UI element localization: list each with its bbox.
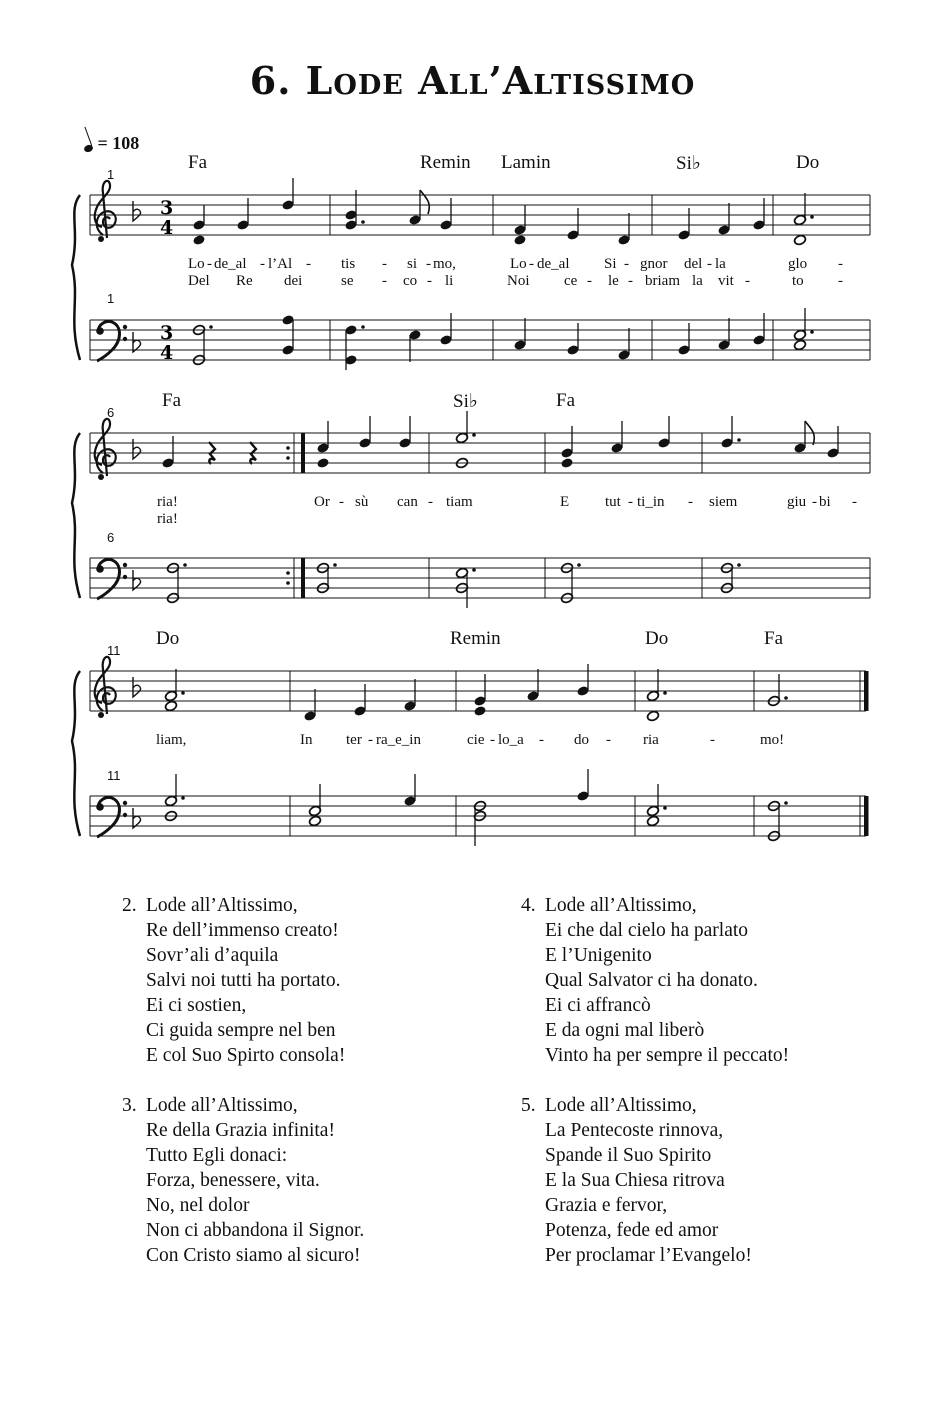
lyric-syllable: del: [684, 256, 703, 272]
verse-line: Spande il Suo Spirito: [545, 1145, 712, 1166]
lyric-syllable: le: [608, 273, 619, 289]
verse-line: Sovr’ali d’aquila: [146, 945, 279, 966]
lyric-syllable: dei: [284, 273, 303, 289]
verse-number: 4.: [521, 895, 536, 916]
lyric-syllable: Del: [188, 273, 210, 289]
chord: Lamin: [501, 152, 551, 173]
lyric-syllable: Lo: [188, 256, 205, 272]
lyric-syllable: la: [715, 256, 726, 272]
verse-line: La Pentecoste rinnova,: [545, 1120, 724, 1141]
verse-line: E l’Unigenito: [545, 945, 652, 966]
verse-line: E da ogni mal liberò: [545, 1020, 705, 1041]
verse-line: Lode all’Altissimo,: [545, 895, 697, 916]
lyric-syllable: In: [300, 732, 313, 748]
lyric-hyphen: -: [852, 494, 857, 510]
lyric-syllable: si: [407, 256, 418, 272]
measure-number: 11: [107, 643, 121, 658]
lyric-hyphen: -: [710, 732, 715, 748]
svg-text:3: 3: [160, 197, 174, 219]
verse-line: Grazia e fervor,: [545, 1195, 668, 1216]
lyric-syllable: can: [397, 494, 418, 510]
lyric-syllable: bi: [819, 494, 831, 510]
lyric-syllable: co: [403, 273, 418, 289]
chord: Do: [796, 152, 820, 173]
lyric-hyphen: -: [707, 256, 712, 272]
lyric-hyphen: -: [529, 256, 534, 272]
lyric-syllable: Re: [236, 273, 253, 289]
lyric-hyphen: -: [339, 494, 344, 510]
lyric-syllable: cie: [467, 732, 485, 748]
chord: Do: [645, 628, 669, 649]
lyric-syllable: lo_a: [498, 732, 524, 748]
chord: Si♭: [453, 391, 478, 412]
verse-2: [122, 893, 345, 1068]
lyric-hyphen: -: [260, 256, 265, 272]
lyric-syllable: to: [792, 273, 804, 289]
lyric-hyphen: -: [628, 273, 633, 289]
lyric-syllable: liam,: [156, 732, 187, 748]
chord: Fa: [162, 390, 181, 411]
lyric-syllable: Si: [604, 256, 617, 272]
lyric-syllable: mo!: [760, 732, 785, 748]
lyric-syllable: ria!: [157, 494, 178, 510]
system-1: [72, 178, 870, 370]
verse-5: [521, 1093, 752, 1268]
verse-line: No, nel dolor: [146, 1195, 250, 1216]
lyric-hyphen: -: [382, 256, 387, 272]
verse-line: Non ci abbandona il Signor.: [146, 1220, 365, 1241]
lyric-hyphen: -: [624, 256, 629, 272]
verse-line: Lode all’Altissimo,: [545, 1095, 697, 1116]
lyric-syllable: ria: [643, 732, 659, 748]
lyric-hyphen: -: [490, 732, 495, 748]
lyric-hyphen: -: [428, 494, 433, 510]
lyric-syllable: tis: [341, 256, 356, 272]
verse-number: 5.: [521, 1095, 536, 1116]
verse-line: Tutto Egli donaci:: [146, 1145, 288, 1166]
svg-text:4: 4: [160, 342, 174, 364]
lyric-syllable: l’Al: [268, 256, 293, 272]
lyric-hyphen: -: [628, 494, 633, 510]
lyric-hyphen: -: [812, 494, 817, 510]
lyric-hyphen: -: [306, 256, 311, 272]
verse-3: [122, 1093, 364, 1268]
verse-line: Ei ci affrancò: [545, 995, 651, 1016]
lyric-syllable: ter: [346, 732, 362, 748]
verse-line: Lode all’Altissimo,: [146, 1095, 298, 1116]
lyric-syllable: siem: [709, 494, 738, 510]
lyric-syllable: la: [692, 273, 703, 289]
lyric-syllable: Or: [314, 494, 330, 510]
chord: Fa: [764, 628, 783, 649]
chord: Fa: [188, 152, 207, 173]
verse-line: Vinto ha per sempre il peccato!: [545, 1045, 790, 1066]
chord: Do: [156, 628, 180, 649]
measure-number: 6: [107, 530, 115, 545]
measure-number: 1: [107, 167, 115, 182]
chord: Fa: [556, 390, 575, 411]
chord: Si♭: [676, 153, 701, 174]
lyric-syllable: se: [341, 273, 354, 289]
lyric-syllable: glo: [788, 256, 808, 272]
lyric-syllable: giu: [787, 494, 807, 510]
lyric-syllable: Lo: [510, 256, 527, 272]
verse-line: Ei che dal cielo ha parlato: [545, 920, 749, 941]
verse-line: E col Suo Spirto consola!: [146, 1045, 346, 1066]
system-2: [72, 411, 870, 608]
lyric-syllable: ti_in: [637, 494, 665, 510]
lyric-hyphen: -: [587, 273, 592, 289]
lyric-hyphen: -: [688, 494, 693, 510]
svg-text:4: 4: [160, 217, 174, 239]
verse-line: Forza, benessere, vita.: [146, 1170, 320, 1191]
lyric-hyphen: -: [207, 256, 212, 272]
verse-4: [521, 893, 789, 1068]
verse-line: Salvi noi tutti ha portato.: [146, 970, 341, 991]
tempo-value: = 108: [97, 133, 140, 153]
lyric-syllable: vit: [718, 273, 734, 289]
lyric-hyphen: -: [427, 273, 432, 289]
lyric-syllable: Noi: [507, 273, 530, 289]
lyric-syllable: gnor: [640, 256, 668, 272]
lyric-syllable: de_al: [214, 256, 247, 272]
verse-line: Ci guida sempre nel ben: [146, 1020, 336, 1041]
verse-line: Re della Grazia infinita!: [146, 1120, 335, 1141]
lyric-hyphen: -: [838, 273, 843, 289]
verse-line: Ei ci sostien,: [146, 995, 247, 1016]
lyric-syllable: E: [560, 494, 570, 510]
lyric-syllable: do: [574, 732, 589, 748]
lyric-hyphen: -: [745, 273, 750, 289]
measure-number: 11: [107, 768, 121, 783]
lyric-syllable: ra_e_in: [376, 732, 421, 748]
verse-line: Qual Salvator ci ha donato.: [545, 970, 758, 991]
verse-line: Lode all’Altissimo,: [146, 895, 298, 916]
verse-line: Potenza, fede ed amor: [545, 1220, 719, 1241]
chord: Remin: [450, 628, 501, 649]
verse-line: Con Cristo siamo al sicuro!: [146, 1245, 361, 1266]
lyric-hyphen: -: [426, 256, 431, 272]
lyric-syllable: ria!: [157, 511, 178, 527]
measure-number: 1: [107, 291, 115, 306]
verse-line: E la Sua Chiesa ritrova: [545, 1170, 725, 1191]
lyric-syllable: briam: [645, 273, 680, 289]
lyric-syllable: de_al: [537, 256, 570, 272]
chord: Remin: [420, 152, 471, 173]
lyric-syllable: li: [445, 273, 454, 289]
lyric-hyphen: -: [382, 273, 387, 289]
svg-text:3: 3: [160, 322, 174, 344]
lyric-hyphen: -: [368, 732, 373, 748]
lyric-syllable: sù: [355, 494, 369, 510]
lyric-syllable: ce: [564, 273, 578, 289]
system-3: [72, 657, 869, 846]
lyric-syllable: tut: [605, 494, 621, 510]
lyric-hyphen: -: [838, 256, 843, 272]
lyric-syllable: tiam: [446, 494, 473, 510]
lyric-hyphen: -: [539, 732, 544, 748]
measure-number: 6: [107, 405, 115, 420]
verse-number: 3.: [122, 1095, 137, 1116]
song-title: 6. Lode All’Altissimo: [249, 58, 696, 103]
verse-number: 2.: [122, 895, 137, 916]
lyric-hyphen: -: [606, 732, 611, 748]
verse-line: Per proclamar l’Evangelo!: [545, 1245, 752, 1266]
verse-line: Re dell’immenso creato!: [146, 920, 339, 941]
lyric-syllable: mo,: [433, 256, 456, 272]
